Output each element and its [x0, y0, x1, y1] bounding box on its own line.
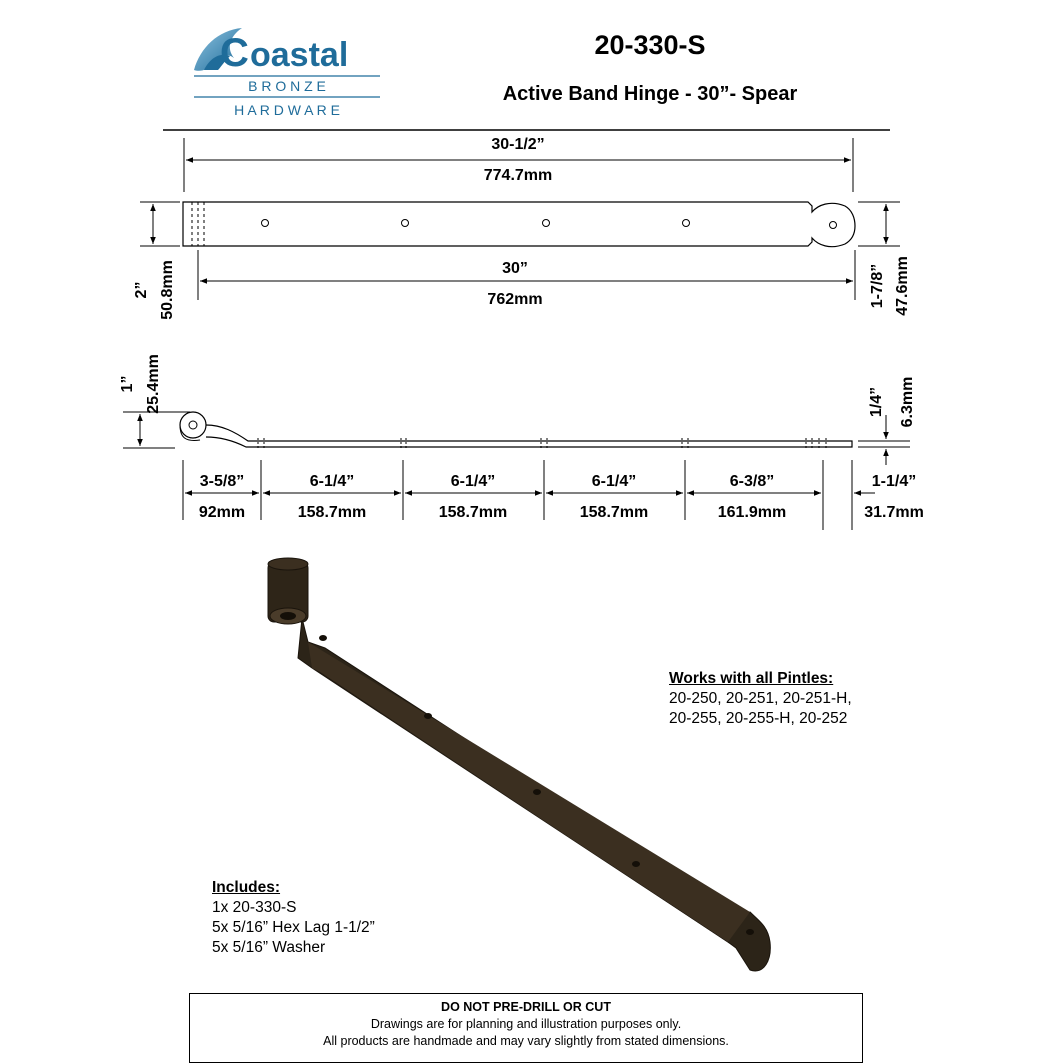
right-height-inch: 1-7/8”: [869, 263, 886, 309]
strap-inch: 30”: [502, 260, 528, 277]
spacing-2-inch: 6-1/4”: [309, 473, 355, 490]
spacing-3-inch: 6-1/4”: [450, 473, 496, 490]
logo-hardware: H A R D W A R E: [234, 102, 340, 118]
knuckle-inch: 1”: [119, 375, 136, 393]
pintles-line-2: 20-255, 20-255-H, 20-252: [669, 710, 848, 727]
overall-mm: 774.7mm: [483, 167, 553, 184]
spacing-5-inch: 6-3/8”: [729, 473, 775, 490]
pintles-note: [669, 669, 969, 729]
spacing-3-mm: 158.7mm: [438, 504, 508, 521]
logo-word: oastal: [250, 36, 349, 74]
spacing-2-mm: 158.7mm: [297, 504, 367, 521]
logo-initial: C: [220, 31, 249, 75]
includes-heading: Includes:: [212, 879, 281, 896]
right-height-mm: 47.6mm: [894, 256, 911, 316]
thickness-inch: 1/4”: [868, 386, 885, 418]
disclaimer-box: [189, 993, 863, 1063]
hinge-side-view: [180, 412, 852, 450]
pintles-line-1: 20-250, 20-251, 20-251-H,: [669, 690, 852, 707]
spacing-5-mm: 161.9mm: [717, 504, 787, 521]
includes-item: 5x 5/16” Washer: [212, 939, 326, 956]
spacing-4-mm: 158.7mm: [579, 504, 649, 521]
disclaimer-line-2: All products are handmade and may vary slightly from stated dimensions.: [323, 1034, 729, 1048]
part-number: 20-330-S: [594, 30, 706, 60]
logo-bronze: B R O N Z E: [248, 78, 326, 94]
disclaimer-heading: DO NOT PRE-DRILL OR CUT: [441, 1000, 611, 1014]
disclaimer-line-1: Drawings are for planning and illustration purposes only.: [370, 1017, 682, 1031]
knuckle-mm: 25.4mm: [145, 354, 162, 414]
thickness-mm: 6.3mm: [899, 376, 916, 428]
spacing-1-mm: 92mm: [198, 504, 246, 521]
includes-note: [212, 878, 492, 958]
product-name: Active Band Hinge - 30”- Spear: [502, 83, 798, 105]
overall-inch: 30-1/2”: [491, 136, 545, 153]
includes-item: 1x 20-330-S: [212, 899, 297, 916]
left-height-inch: 2”: [133, 281, 150, 299]
includes-item: 5x 5/16” Hex Lag 1-1/2”: [212, 919, 375, 936]
spacing-6-mm: 31.7mm: [864, 504, 924, 521]
strap-mm: 762mm: [487, 291, 543, 308]
left-height-mm: 50.8mm: [159, 260, 176, 320]
spacing-1-inch: 3-5/8”: [199, 473, 245, 490]
spacing-4-inch: 6-1/4”: [591, 473, 637, 490]
pintles-heading: Works with all Pintles:: [669, 670, 834, 687]
hinge-top-view: [183, 202, 855, 247]
spacing-6-inch: 1-1/4”: [871, 473, 917, 490]
